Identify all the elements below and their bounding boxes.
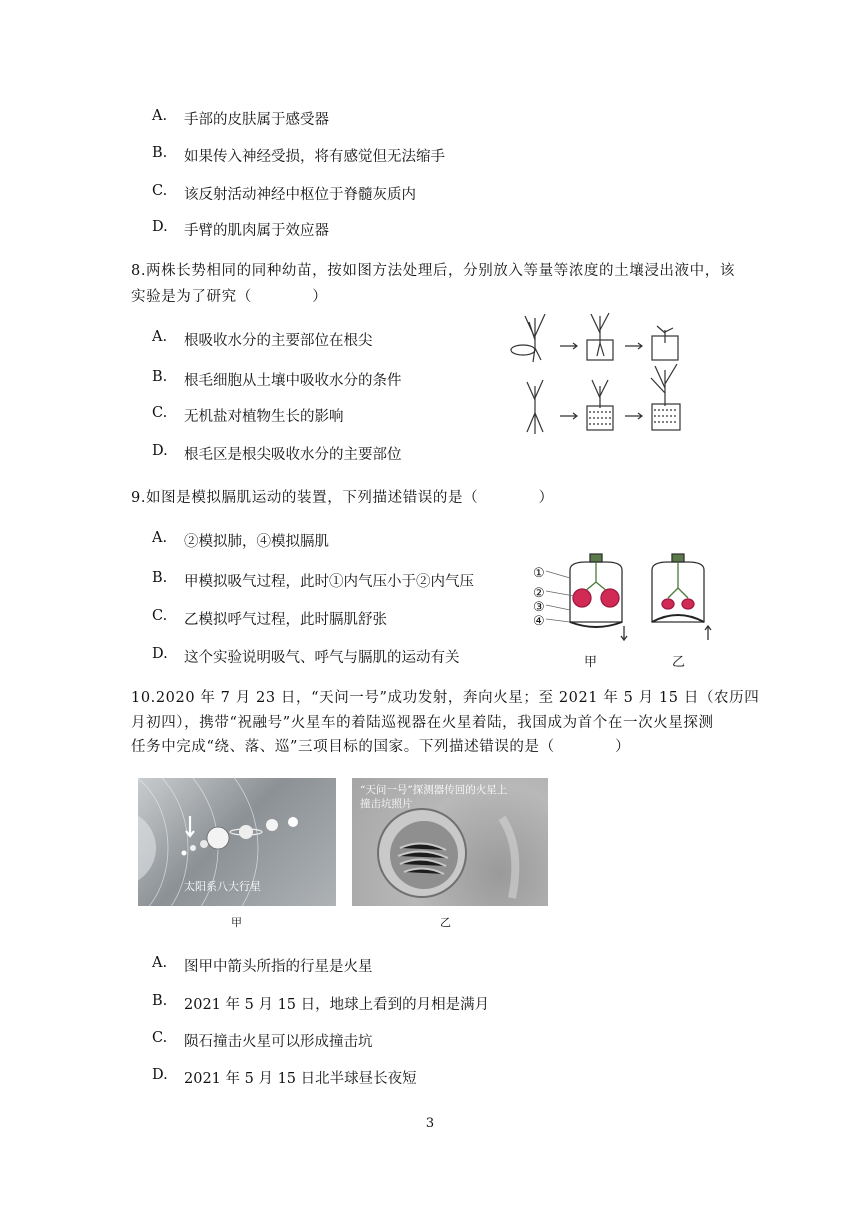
q7-option-a: A. 手部的皮肤属于感受器: [152, 108, 329, 128]
arrow-icon: [625, 413, 642, 419]
seedling-experiment-figure: [505, 308, 695, 440]
q10-option-c: C. 陨石撞击火星可以形成撞击坑: [152, 1030, 373, 1050]
q9-option-b: B. 甲模拟吸气过程，此时①内气压小于②内气压: [152, 570, 474, 590]
marker-1: ①: [533, 566, 545, 581]
q8-option-c: C. 无机盐对植物生长的影响: [152, 405, 344, 425]
lung-balloon-icon: [601, 589, 619, 607]
sun-icon: [138, 810, 156, 886]
lung-balloon-icon: [573, 589, 591, 607]
q7-option-d: D. 手臂的肌肉属于效应器: [152, 219, 329, 239]
stopper-icon: [672, 554, 684, 562]
q9-option-d: D. 这个实验说明吸气、呼气与膈肌的运动有关: [152, 646, 460, 666]
seedling-in-pot-icon: [587, 313, 613, 360]
q9-option-a: A. ②模拟肺，④模拟膈肌: [152, 530, 329, 550]
q10-stem-line1: 10.2020 年 7 月 23 日，“天问一号”成功发射，奔向火星；至 2021 年 5 月 15 日（农历四: [131, 690, 760, 706]
diaphragm-membrane: [652, 615, 704, 622]
diaphragm-membrane: [570, 622, 622, 627]
planet-icon: [288, 817, 298, 827]
planet-icon: [182, 851, 187, 856]
marker-4: ④: [533, 614, 545, 629]
solar-system-image: [138, 778, 336, 906]
arrow-pointer-icon: [186, 816, 194, 836]
q8-option-d: D. 根毛区是根尖吸收水分的主要部位: [152, 443, 402, 463]
mars-crater-image: [352, 778, 548, 906]
crater-label: “天问一号”探测器传回的火星上 撞击坑照片: [360, 784, 508, 810]
seedling-intact-root-icon: [511, 314, 545, 362]
q8-stem-line2: 实验是为了研究（ ）: [131, 289, 328, 305]
caption-jia: 甲: [584, 655, 598, 670]
saturn-icon: [239, 825, 253, 839]
q10-caption-yi: 乙: [440, 916, 451, 929]
q10-stem-line3: 任务中完成“绕、落、巡”三项目标的国家。下列描述错误的是（ ）: [131, 739, 631, 755]
marker-3: ③: [533, 600, 545, 615]
diaphragm-model-figure: [530, 548, 730, 670]
q8-option-b: B. 根毛细胞从土壤中吸收水分的条件: [152, 369, 402, 389]
q9-stem: 9.如图是模拟膈肌运动的装置，下列描述错误的是（ ）: [131, 490, 554, 506]
lung-balloon-icon: [682, 599, 694, 609]
stopper-icon: [590, 554, 602, 562]
q9-option-c: C. 乙模拟呼气过程，此时膈肌舒张: [152, 608, 387, 628]
q7-option-b: B. 如果传入神经受损，将有感觉但无法缩手: [152, 145, 445, 165]
q10-option-d: D. 2021 年 5 月 15 日北半球昼长夜短: [152, 1067, 417, 1087]
seedling-in-soil-pot-icon: [587, 380, 613, 430]
q10-option-b: B. 2021 年 5 月 15 日，地球上看到的月相是满月: [152, 993, 490, 1013]
seedling-no-root-hair-icon: [527, 380, 543, 434]
healthy-seedling-icon: [651, 364, 680, 430]
q10-option-a: A. 图甲中箭头所指的行星是火星: [152, 955, 373, 975]
wilted-seedling-icon: [652, 326, 678, 360]
arrow-icon: [625, 343, 642, 349]
q8-option-a: A. 根吸收水分的主要部位在根尖: [152, 329, 373, 349]
marker-2: ②: [533, 586, 545, 601]
q8-stem-line1: 8.两株长势相同的同种幼苗，按如图方法处理后，分别放入等量等浓度的土壤浸出液中，该: [131, 263, 735, 279]
arrow-up-icon: [705, 626, 711, 640]
q10-caption-jia: 甲: [231, 916, 242, 929]
planet-icon: [266, 819, 278, 831]
lung-balloon-icon: [662, 599, 674, 609]
q7-option-c: C. 该反射活动神经中枢位于脊髓灰质内: [152, 183, 416, 203]
page-number: 3: [425, 1116, 435, 1131]
arrow-down-icon: [621, 626, 627, 640]
jupiter-icon: [207, 827, 229, 849]
q10-stem-line2: 月初四），携带“祝融号”火星车的着陆巡视器在火星着陆，我国成为首个在一次火星探测: [131, 715, 714, 731]
planet-icon: [200, 840, 208, 848]
caption-yi: 乙: [672, 655, 686, 670]
arrow-icon: [560, 343, 577, 349]
solar-system-label: 太阳系八大行星: [184, 880, 261, 893]
arrow-icon: [560, 413, 577, 419]
planet-icon: [190, 845, 196, 851]
